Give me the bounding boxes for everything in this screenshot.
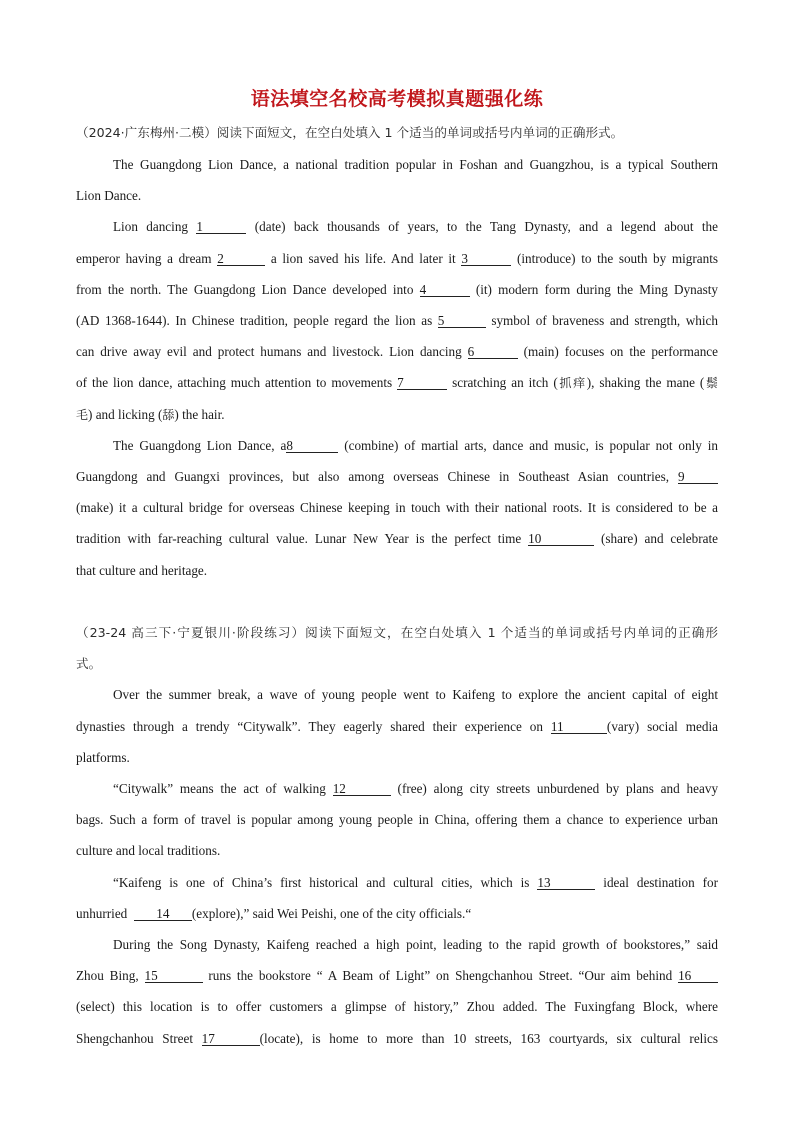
text: (locate), is home to more than 10 streets, 163 courtyards, six cultural relics xyxy=(259,1031,718,1046)
text: dynasties through a trendy “Citywalk”. They eagerly shared their experience on xyxy=(76,719,543,734)
text: scratching an itch ( xyxy=(452,375,558,390)
s2-line-6: culture and local traditions. xyxy=(76,843,221,858)
text: “Kaifeng is one of China’s first historical and cultural cities, which is xyxy=(113,875,530,890)
blank-14[interactable]: 14 xyxy=(134,907,192,921)
text: Lion dancing xyxy=(113,219,189,234)
text: ), shaking the mane ( xyxy=(586,375,705,390)
blank-6[interactable]: 6 xyxy=(468,345,518,359)
s1-line-12: (make) it a cultural bridge for overseas Chinese keeping in touch with their national roots. It is considered to be a xyxy=(76,500,718,515)
s1-line-9 xyxy=(76,406,718,424)
blank-3[interactable]: 3 xyxy=(461,252,511,266)
blank-4[interactable]: 4 xyxy=(420,283,470,297)
text: ) and licking ( xyxy=(88,407,163,422)
text: unhurried xyxy=(76,906,128,921)
s2-line-10 xyxy=(76,967,718,985)
s1-line-6 xyxy=(76,312,718,330)
text: 毛 xyxy=(76,408,89,422)
text: (main) focuses on the performance xyxy=(523,344,719,359)
text: can drive away evil and protect humans and livestock. Lion dancing xyxy=(76,344,462,359)
blank-16[interactable]: 16 xyxy=(678,969,718,983)
s1-line-11 xyxy=(76,468,718,486)
s1-line-4 xyxy=(76,250,718,268)
s2-line-11: (select) this location is to offer customers a glimpse of history,” Zhou added. The Fuxingfang Block, where xyxy=(76,999,718,1014)
text: 舔 xyxy=(162,408,175,422)
s2-line-5: bags. Such a form of travel is popular among young people in China, offering them a chance to experience urban xyxy=(76,812,718,827)
blank-9[interactable]: 9 xyxy=(678,470,718,484)
text: a lion saved his life. And later it xyxy=(270,251,456,266)
s1-line-3 xyxy=(113,218,718,236)
blank-5[interactable]: 5 xyxy=(438,314,486,328)
s1-line-5 xyxy=(76,281,718,299)
s1-line-2: Lion Dance. xyxy=(76,188,142,203)
text: (share) and celebrate xyxy=(601,531,719,546)
text: (free) along city streets unburdened by plans and heavy xyxy=(397,781,719,796)
blank-7[interactable]: 7 xyxy=(397,376,447,390)
s1-line-13 xyxy=(76,530,718,548)
text: from the north. The Guangdong Lion Dance developed into xyxy=(76,282,414,297)
text: (AD 1368-1644). In Chinese tradition, people regard the lion as xyxy=(76,313,433,328)
text: (combine) of martial arts, dance and music, is popular not only in xyxy=(344,438,718,453)
blank-10[interactable]: 10 xyxy=(528,532,594,546)
text: (vary) social media xyxy=(606,719,719,734)
s2-line-3: platforms. xyxy=(76,750,130,765)
blank-1[interactable]: 1 xyxy=(196,220,246,234)
s1-line-10 xyxy=(113,437,718,455)
s2-line-12 xyxy=(76,1030,718,1048)
text: ideal destination for xyxy=(603,875,719,890)
s2-line-4 xyxy=(113,780,718,798)
text: (it) modern form during the Ming Dynasty xyxy=(475,282,719,297)
text: runs the bookstore “ A Beam of Light” on Shengchanhou Street. “Our aim behind xyxy=(208,968,673,983)
s2-line-2 xyxy=(76,718,718,736)
blank-12[interactable]: 12 xyxy=(333,782,391,796)
blank-13[interactable]: 13 xyxy=(537,876,595,890)
s1-line-8 xyxy=(76,374,718,392)
s2-line-9: During the Song Dynasty, Kaifeng reached a high point, leading to the rapid growth of bookstores,” said xyxy=(113,937,718,952)
blank-8[interactable]: 8 xyxy=(286,439,338,453)
text: 抓痒 xyxy=(557,376,587,390)
s1-line-1: The Guangdong Lion Dance, a national tradition popular in Foshan and Guangzhou, is a typical Southern xyxy=(113,157,718,172)
text: Zhou Bing, xyxy=(76,968,139,983)
page-title: 语法填空名校高考模拟真题强化练 xyxy=(250,88,544,110)
s2-line-7 xyxy=(113,874,718,892)
text: tradition with far-reaching cultural value. Lunar New Year is the perfect time xyxy=(76,531,522,546)
text: Shengchanhou Street xyxy=(76,1031,194,1046)
text: The Guangdong Lion Dance, a xyxy=(113,438,287,453)
text: “Citywalk” means the act of walking xyxy=(113,781,326,796)
text: (date) back thousands of years, to the Tang Dynasty, and a legend about the xyxy=(254,219,719,234)
s1-line-14: that culture and heritage. xyxy=(76,563,208,578)
section2-source-cont: 式。 xyxy=(76,656,102,671)
blank-11[interactable]: 11 xyxy=(551,720,607,734)
section2-source: （23-24 高三下·宁夏银川·阶段练习）阅读下面短文，在空白处填入 1 个适当的单词或括号内单词的正确形 xyxy=(76,625,718,640)
text: symbol of braveness and strength, which xyxy=(491,313,718,328)
blank-15[interactable]: 15 xyxy=(145,969,203,983)
blank-17[interactable]: 17 xyxy=(202,1032,260,1046)
blank-2[interactable]: 2 xyxy=(217,252,265,266)
text: of the lion dance, attaching much attention to movements xyxy=(76,375,393,390)
text: 鬃 xyxy=(704,376,719,390)
text: (explore),” said Wei Peishi, one of the city officials.“ xyxy=(191,906,472,921)
text: emperor having a dream xyxy=(76,251,212,266)
s2-line-1: Over the summer break, a wave of young people went to Kaifeng to explore the ancient capital of eight xyxy=(113,687,718,702)
text: (introduce) to the south by migrants xyxy=(516,251,719,266)
section1-source: （2024·广东梅州·二模）阅读下面短文，在空白处填入 1 个适当的单词或括号内单词的正确形式。 xyxy=(76,125,624,140)
s2-line-8 xyxy=(76,905,718,923)
text: ) the hair. xyxy=(174,407,225,422)
s1-line-7 xyxy=(76,343,718,361)
text: Guangdong and Guangxi provinces, but also among overseas Chinese in Southeast Asian countries, xyxy=(76,469,670,484)
